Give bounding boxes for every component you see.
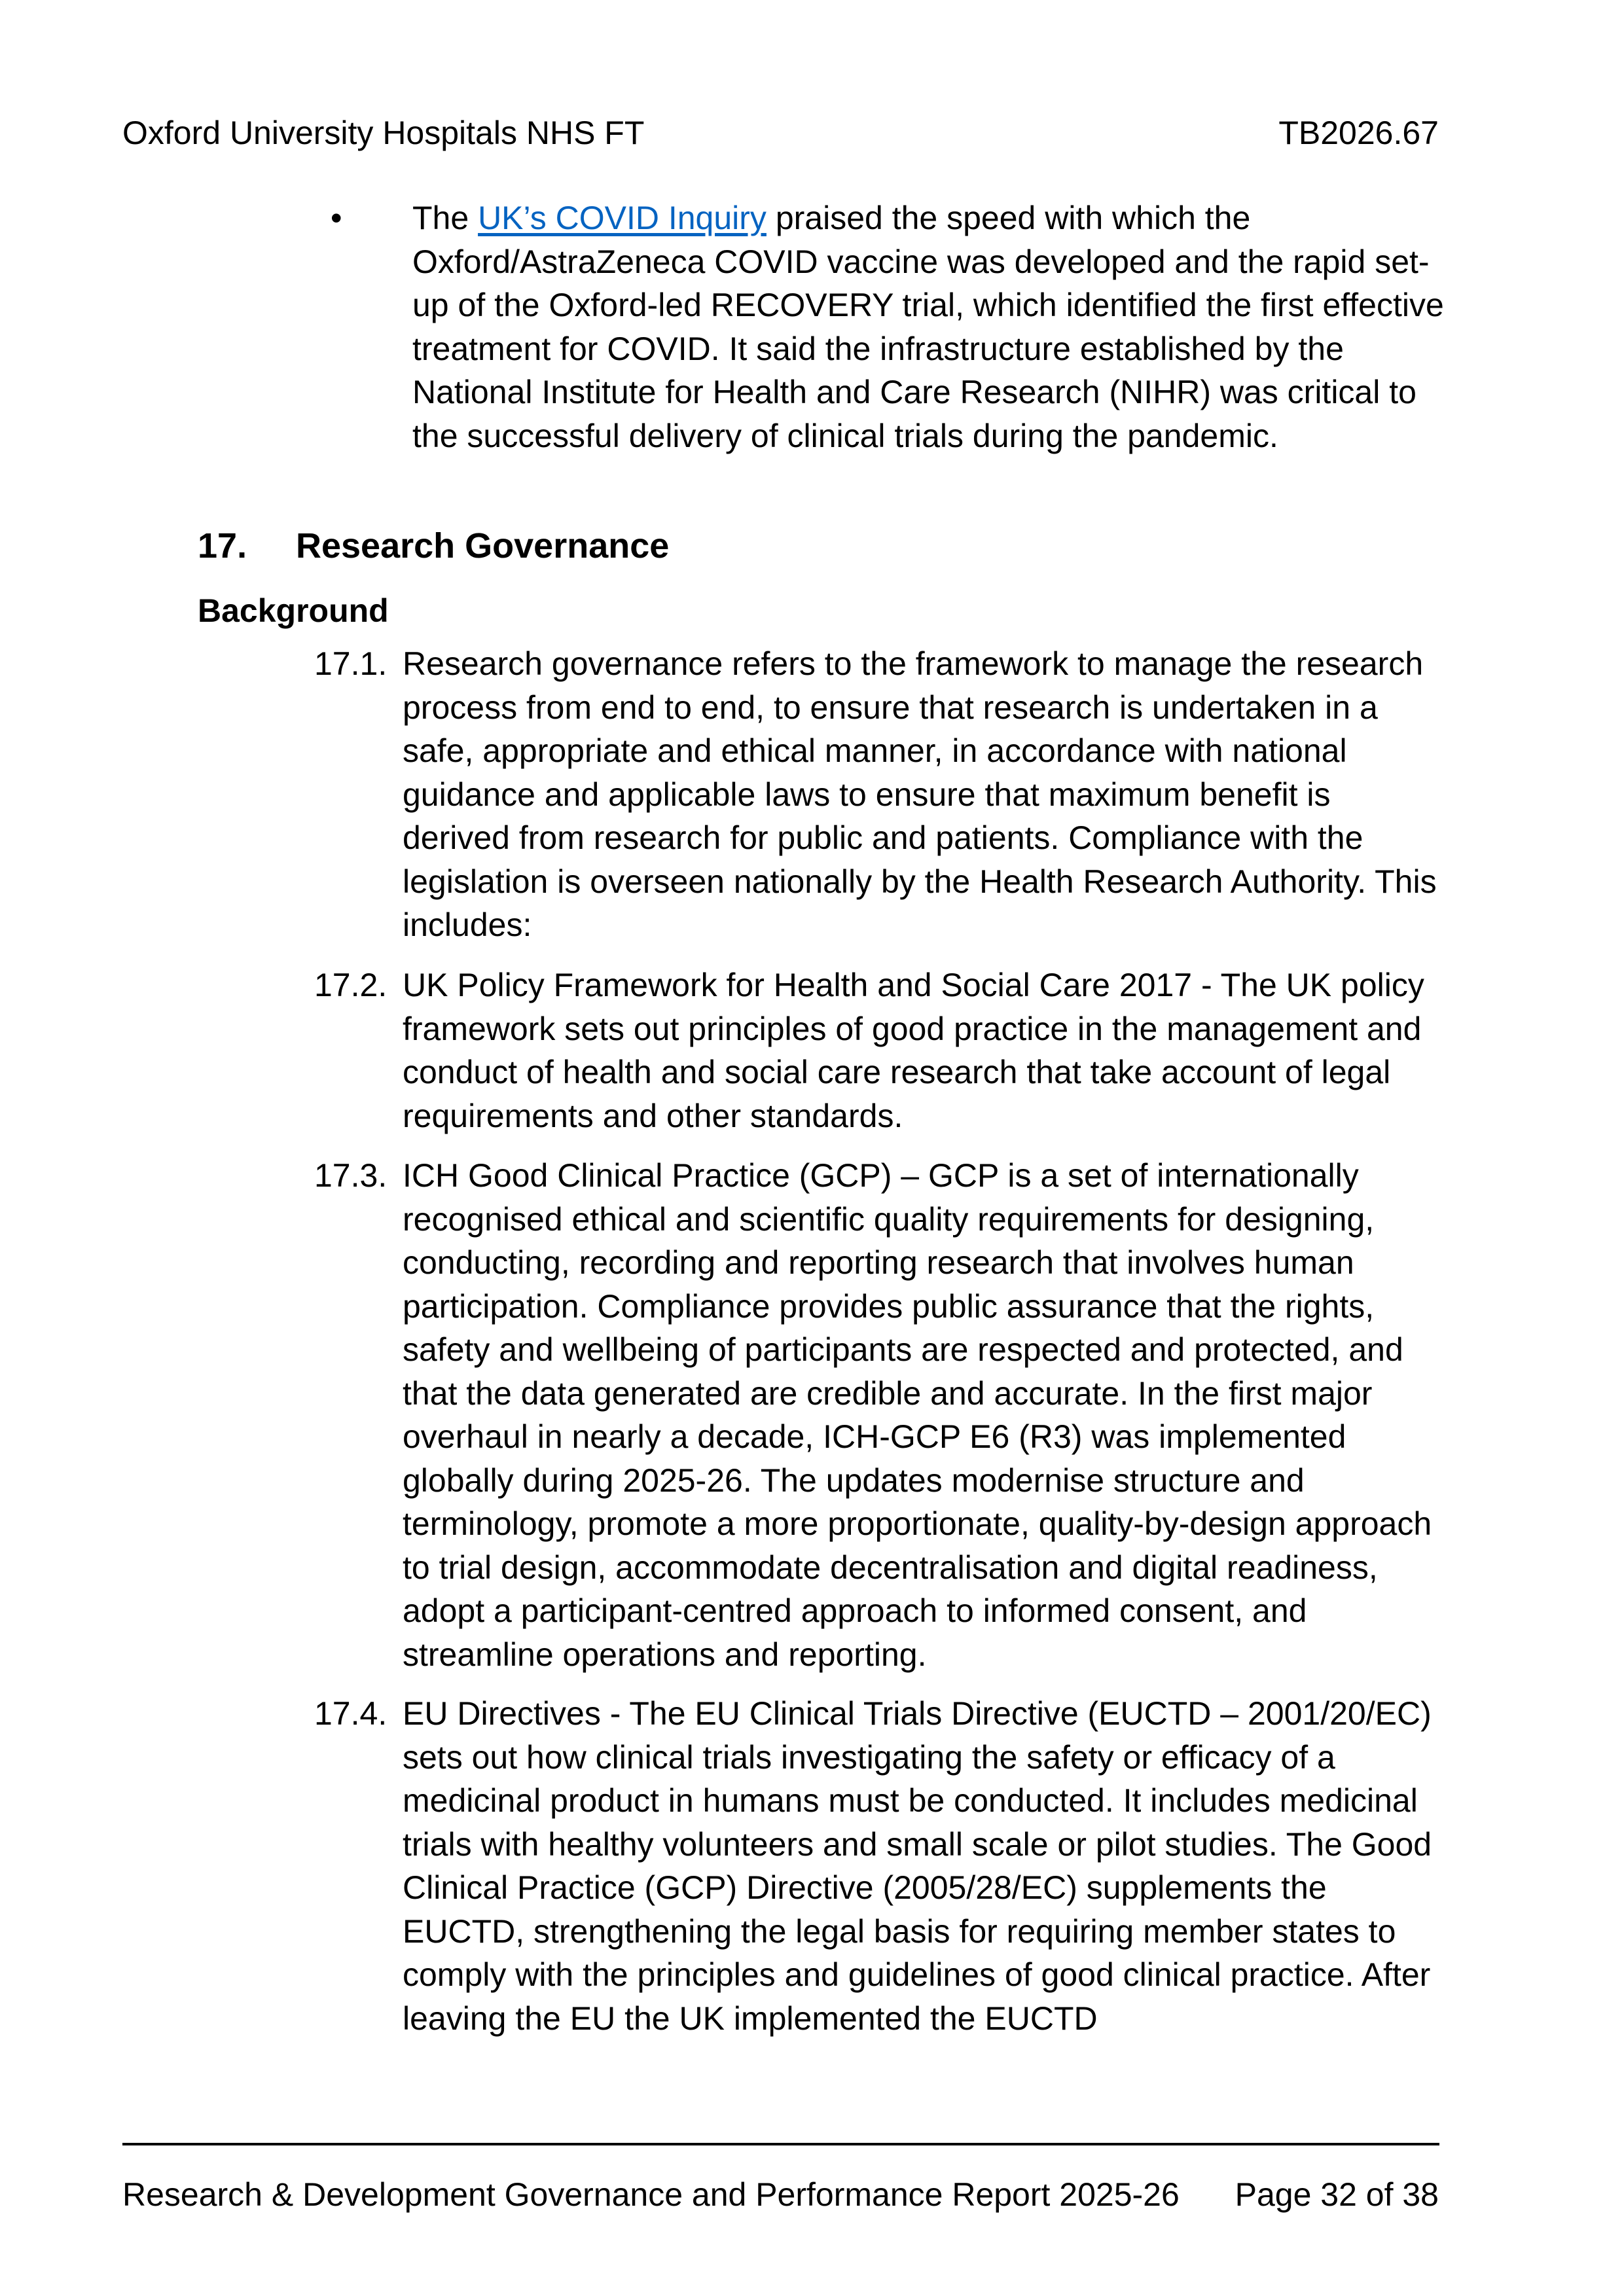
covid-inquiry-link[interactable]: UK’s COVID Inquiry [478, 200, 767, 236]
bullet-marker: • [331, 200, 342, 236]
bullet-text-lead: The [412, 200, 478, 236]
page-header [122, 110, 1439, 156]
footer-page-number: Page 32 of 38 [1235, 2176, 1439, 2213]
footer-divider [122, 2143, 1439, 2145]
subheading-background: Background [198, 592, 389, 629]
paragraph-text: EU Directives - The EU Clinical Trials Directive (EUCTD – 2001/20/EC) sets out how clinical trials investigating the safety or efficacy of a medicinal product in humans must be conducted. It includes medicinal trials with healthy volunteers and small scale or pilot studies. The Good Clinical Practice (GCP) Directive (2005/28/EC) supplements the EUCTD, strengthening the legal basis for requiring member states to comply with the principles and guidelines of good clinical practice. After leaving the EU the UK implemented the EUCTD [403, 1695, 1432, 2037]
paragraph-number: 17.3. [314, 1157, 388, 1194]
paragraph-number: 17.1. [314, 645, 388, 682]
footer-report-title: Research & Development Governance and Performance Report 2025-26 [122, 2176, 1180, 2213]
bullet-text-rest: praised the speed with which the Oxford/AstraZeneca COVID vaccine was developed and the rapid set-up of the Oxford-led RECOVERY trial, which identified the first effective treatment for COVID. It said the infrastructure established by the National Institute for Health and Care Research (NIHR) was critical to the successful delivery of clinical trials during the pandemic. [412, 200, 1444, 454]
section-number: 17. [198, 526, 247, 565]
paragraph-number: 17.4. [314, 1695, 388, 1732]
page-footer [122, 2172, 1439, 2217]
header-organisation: Oxford University Hospitals NHS FT [122, 115, 645, 151]
paragraph-text: Research governance refers to the framework to manage the research process from end to end, to ensure that research is undertaken in a safe, appropriate and ethical manner, in accordance with national guidance and applicable laws to ensure that maximum benefit is derived from research for public and patients. Compliance with the legislation is overseen nationally by the Health Research Authority. This includes: [403, 645, 1437, 943]
header-reference: TB2026.67 [1278, 115, 1439, 151]
bullet-text [412, 196, 1453, 457]
paragraph-text: ICH Good Clinical Practice (GCP) – GCP is a set of internationally recognised ethical and scientific quality requirements for designing, conducting, recording and reporting research that involves human participation. Compliance provides public assurance that the rights, safety and wellbeing of participants are respected and protected, and that the data generated are credible and accurate. In the first major overhaul in nearly a decade, ICH-GCP E6 (R3) was implemented globally during 2025-26. The updates modernise structure and terminology, promote a more proportionate, quality-by-design approach to trial design, accommodate decentralisation and digital readiness, adopt a participant-centred approach to informed consent, and streamline operations and reporting. [403, 1157, 1432, 1673]
paragraph-number: 17.2. [314, 967, 388, 1003]
paragraph-text: UK Policy Framework for Health and Social Care 2017 - The UK policy framework sets out principles of good practice in the management and conduct of health and social care research that take account of legal requirements and other standards. [403, 967, 1424, 1134]
section-title: Research Governance [296, 526, 670, 565]
